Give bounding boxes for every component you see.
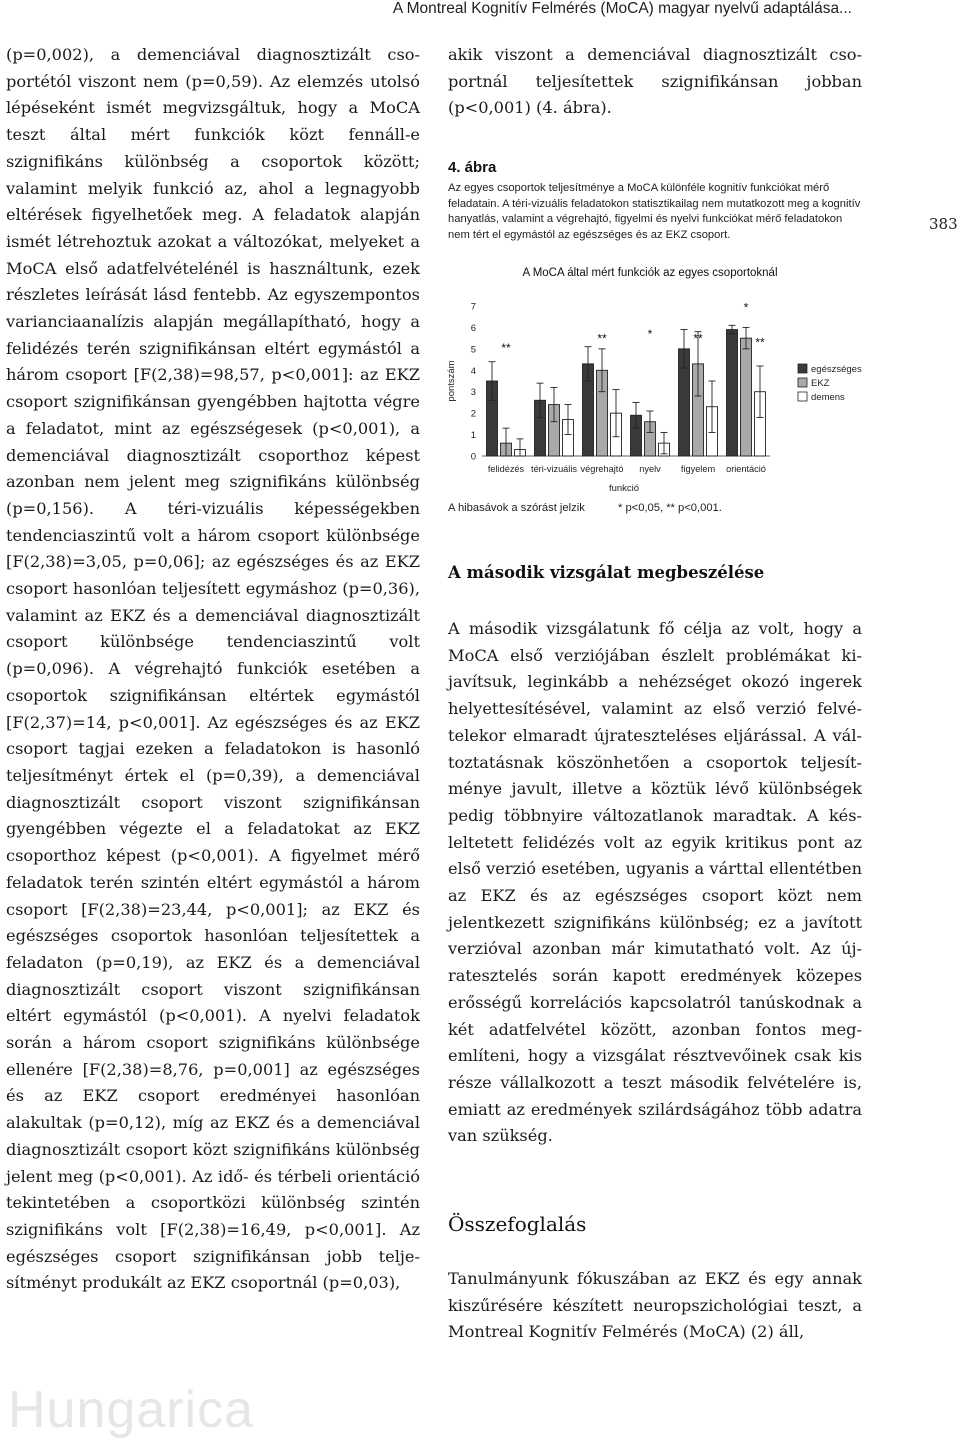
body-paragraph: Tanulmányunk fókuszában az EKZ és egy annak kiszűrésére készített neuropszichológiai teszt, a Montreal Kognitív Felmérés (MoCA) (2) áll,	[448, 1269, 862, 1342]
figure-caption: Az egyes csoportok teljesítménye a MoCA különféle kognitív funkciókat mérő feladatain. A téri-vizuális feladatokon statisztikailag nem mutatkozott meg a kognitív hanyatlás, valamint a végrehajtó, figyelmi és nyelvi funkciókat mérő feladatokon nem tért el egymástól az egészséges és az EKZ csoport.	[448, 182, 861, 241]
significance-marker: **	[597, 331, 607, 346]
watermark-logo: Hungarica	[8, 1381, 255, 1439]
x-tick-label: orientáció	[726, 464, 766, 474]
discussion-text	[448, 616, 862, 1150]
x-tick-label: nyelv	[639, 464, 661, 474]
y-tick-label: 2	[470, 408, 476, 420]
body-paragraph: A második vizsgálatunk fő célja az volt, hogy a MoCA első verziójában észlelt problémákat kijavítsuk, leginkább a nehézséget okozó ingerek helyettesítésével, valamint az első verzió felvételekor elmaradt újrateszteléses eljárással. A változtatásnak köszönhetően a csoportok teljesítménye javult, illetve a köztük lévő különbségek pedig többnyire változatlanok maradtak. A késleltetett felidézés volt az egyik kritikus pont az első verzió esetében, ugyanis a várttal ellentétben az EKZ és az egészséges csoport közt nem jelentkezett szignifikáns különbség; ez a javított verzióval azonban már kimutatható volt. Az újratesztelés során kapott eredmények közepes erősségű korrelációs kapcsolatról tanúskodnak a két adatfelvétel között, azonban fontos megemlíteni, hogy a vizsgálat résztvevőinek csak kis része vállalkozott a teszt második felvételére is, emiatt az eredmények szilárdságához több adatra van szükség.	[448, 619, 862, 1146]
running-header: A Montreal Kognitív Felmérés (MoCA) magyar nyelvű adaptálása...	[392, 0, 852, 17]
significance-marker: **	[693, 331, 703, 346]
y-axis-label: pontszám	[446, 360, 457, 402]
x-axis-label: funkció	[608, 483, 640, 494]
significance-marker: *	[647, 327, 653, 342]
summary-text	[448, 1266, 862, 1346]
y-tick-label: 4	[470, 365, 476, 377]
figure-number: 4. ábra	[448, 159, 497, 176]
bar-chart	[440, 258, 870, 498]
y-tick-label: 1	[470, 430, 476, 442]
significance-marker: **	[501, 341, 511, 356]
y-tick-label: 3	[470, 387, 476, 399]
legend-label: demens	[811, 392, 845, 403]
x-tick-label: téri-vizuális	[531, 464, 577, 474]
legend-label: egészséges	[811, 364, 862, 375]
page-number: 383	[929, 215, 958, 233]
x-tick-label: figyelem	[680, 464, 716, 474]
y-tick-label: 7	[470, 301, 476, 313]
bar-EKZ	[741, 338, 752, 456]
right-column-intro	[448, 42, 862, 122]
x-tick-label: végrehajtó	[580, 464, 624, 474]
legend-label: EKZ	[811, 378, 830, 389]
y-tick-label: 0	[470, 451, 476, 463]
significance-marker: *	[743, 300, 749, 315]
bar-egészséges	[727, 330, 738, 456]
body-paragraph: (p=0,002), a demenciával diagnosztizált csoportétól viszont nem (p=0,59). Az elemzés utolsó lépéseként ismét megvizsgáltuk, hogy a MoCA teszt által mért funkciók közt fennáll-e szignifikáns különbség a csoportok között; valamint melyik funkció az, ahol a legnagyobb eltérések figyelhetőek meg. A feladatok alapján ismét létrehoztuk azokat a változókat, melyeket a MoCA első adatfelvételénél is használtunk, ezek részletes leírását lásd fentebb. Az egyszempontos varianciaanalízis alapján megállapítható, hogy a felidézés terén szignifikánsan eltért egymástól a három csoport [F(2,38)=98,57, p<0,001]: az EKZ csoport szignifikánsan gyengébben hajtotta végre a feladatot, mint az egészségesek (p<0,001), a demenciával diagnosztizált csoporthoz képest azonban nem jelent meg szignifikáns különbség (p=0,156). A téri-vizuális képességekben tendenciaszintű volt a három csoport különbsége [F(2,38)=3,05, p=0,06]; az egészséges és az EKZ csoport hasonlóan teljesített egymáshoz (p=0,36), valamint az EKZ és a demenciával diagnosztizált csoport különbsége tendenciaszintű volt (p=0,096). A végrehajtó funkciók esetében a csoportok szignifikánsan eltértek egymástól [F(2,37)=14, p<0,001]. Az egészséges és az EKZ csoport tagjai ezeken a feladatokon is hasonló teljesítményt értek el (p=0,39), a demenciával diagnosztizált csoport viszont szignifikánsan gyengébben végezte el a feladatokat az EKZ csoporthoz képest (p<0,001). A figyelmet mérő feladatok terén szintén eltért egymástól a három csoport [F(2,38)=23,44, p<0,001]; az EKZ és egészséges csoportok hasonlóan teljesítettek a feladaton (p=0,19), az EKZ és a demenciával diagnosztizált csoport viszont szignifikánsan eltért egymástól (p<0,001). A nyelvi feladatok során a három csoport szignifikáns különbsége ellenére [F(2,38)=8,76, p=0,001] az egészséges és az EKZ csoport eredményei hasonlóan alakultak (p=0,12), míg az EKZ és a demenciával diagnosztizált csoport közt szignifikáns különbség jelent meg (p<0,001). Az idő- és térbeli orientáció tekintetében a csoportközi különbség szintén szignifikáns volt [F(2,38)=16,49, p<0,001]. Az egészséges csoport szignifikánsan jobb teljesítményt produkált az EKZ csoportnál (p=0,03),	[6, 45, 420, 1293]
legend-swatch	[798, 378, 807, 387]
legend-swatch	[798, 364, 807, 373]
significance-marker: **	[755, 335, 765, 350]
y-tick-label: 6	[470, 322, 476, 334]
error-bar-note: A hibasávok a szórást jelzik	[448, 502, 585, 514]
y-tick-label: 5	[470, 344, 476, 356]
section-heading-discussion: A második vizsgálat megbeszélése	[448, 563, 765, 582]
chart-title: A MoCA által mért funkciók az egyes csoportoknál	[522, 267, 778, 279]
body-paragraph: akik viszont a demenciával diagnosztizált csoportnál teljesítettek szignifikánsan jobban (p<0,001) (4. ábra).	[448, 45, 862, 118]
significance-note: * p<0,05, ** p<0,001.	[618, 502, 722, 514]
legend-swatch	[798, 392, 807, 401]
x-tick-label: felidézés	[487, 464, 525, 474]
section-heading-summary: Összefoglalás	[448, 1212, 587, 1236]
left-column-text	[6, 42, 420, 1297]
